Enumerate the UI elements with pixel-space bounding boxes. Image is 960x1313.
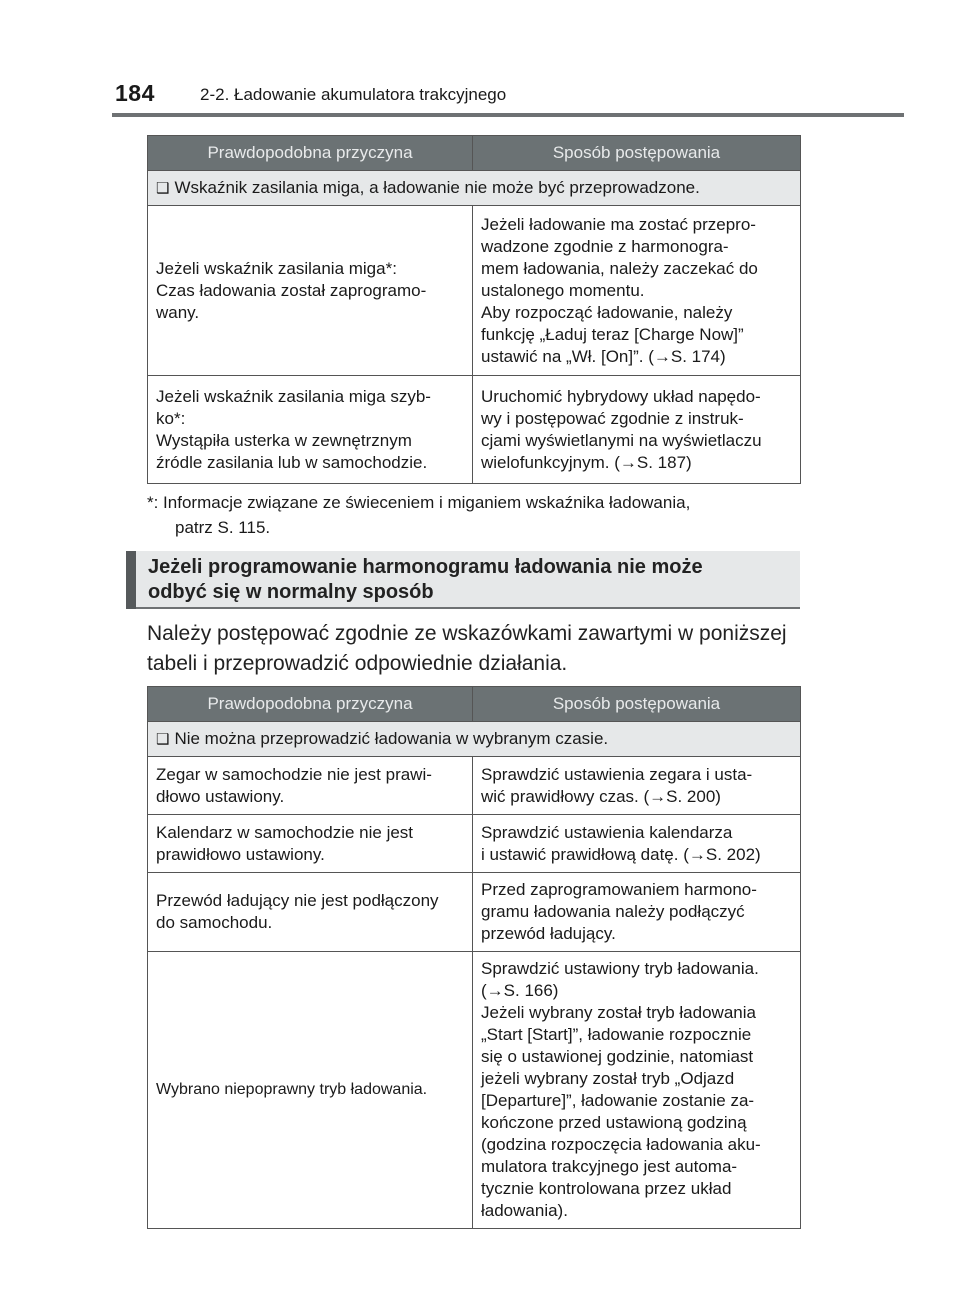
action-cell: Sprawdzić ustawiony tryb ładowania. (→S. 166) Jeżeli wybrany został tryb ładowania „Start [Start]”, ładowanie rozpocznie się o ustawionej godzinie, natomiast jeżeli wybrany został tryb „Odjazd [Departure]”, ładowanie zostanie za- kończone przed ustawioną godziną (godzina rozpoczęcia ładowania aku- mulatora trakcyjnego jest automa- tycznie kontrolowana przez układ ładowania). xyxy=(473,952,801,1229)
header-rule xyxy=(112,113,904,117)
section-title: 2-2. Ładowanie akumulatora trakcyjnego xyxy=(200,85,507,104)
checkbox-icon: ❑ xyxy=(156,179,170,197)
table-row xyxy=(148,757,801,815)
action-cell: Sprawdzić ustawienia kalendarza i ustawić prawidłową datę. (→S. 202) xyxy=(473,815,801,873)
section-heading xyxy=(126,551,800,609)
cause-cell: Jeżeli wskaźnik zasilania miga*: Czas ładowania został zaprogramo- wany. xyxy=(148,206,473,376)
footnote: *: Informacje związane ze świeceniem i miganiem wskaźnika ładowania, patrz S. 115. xyxy=(147,493,691,537)
checkbox-icon: ❑ xyxy=(156,730,170,748)
table-row xyxy=(148,376,801,484)
table-schedule-problems xyxy=(147,686,801,1229)
table-charging-indicator xyxy=(147,135,801,484)
cause-cell: Wybrano niepoprawny tryb ładowania. xyxy=(148,952,473,1229)
table-subheader: ❑ Wskaźnik zasilania miga, a ładowanie nie może być przeprowadzone. xyxy=(148,171,801,206)
table-row xyxy=(148,952,801,1229)
action-cell: Sprawdzić ustawienia zegara i usta- wić prawidłowy czas. (→S. 200) xyxy=(473,757,801,815)
page-number: 184 xyxy=(115,80,155,106)
intro-paragraph: Należy postępować zgodnie ze wskazówkami zawartymi w poniższej tabeli i przeprowadzić odpowiednie działania. xyxy=(147,622,787,675)
table-row xyxy=(148,206,801,376)
cause-cell: Zegar w samochodzie nie jest prawi- dłowo ustawiony. xyxy=(148,757,473,815)
cause-cell: Kalendarz w samochodzie nie jest prawidłowo ustawiony. xyxy=(148,815,473,873)
action-cell: Uruchomić hybrydowy układ napędo- wy i postępować zgodnie z instruk- cjami wyświetlanymi na wyświetlaczu wielofunkcyjnym. (→S. 187) xyxy=(473,376,801,484)
action-cell: Przed zaprogramowaniem harmono- gramu ładowania należy podłączyć przewód ładujący. xyxy=(473,873,801,952)
action-cell: Jeżeli ładowanie ma zostać przepro- wadzone zgodnie z harmonogra- mem ładowania, należy zaczekać do ustalonego momentu. Aby rozpocząć ładowanie, należy funkcję „Ładuj teraz [Charge Now]” ustawić na „Wł. [On]”. (→S. 174) xyxy=(473,206,801,376)
section-heading-bar xyxy=(126,551,136,609)
table-row xyxy=(148,873,801,952)
column-header-action: Sposób postępowania xyxy=(473,687,801,722)
section-heading-line: odbyć się w normalny sposób xyxy=(148,581,434,603)
table-row xyxy=(148,815,801,873)
column-header-cause: Prawdopodobna przyczyna xyxy=(148,136,473,171)
column-header-cause: Prawdopodobna przyczyna xyxy=(148,687,473,722)
column-header-action: Sposób postępowania xyxy=(473,136,801,171)
cause-cell: Jeżeli wskaźnik zasilania miga szyb- ko*: Wystąpiła usterka w zewnętrznym źródle zasilania lub w samochodzie. xyxy=(148,376,473,484)
section-heading-line: Jeżeli programowanie harmonogramu ładowania nie może xyxy=(148,556,703,578)
table-subheader: ❑ Nie można przeprowadzić ładowania w wybranym czasie. xyxy=(148,722,801,757)
cause-cell: Przewód ładujący nie jest podłączony do samochodu. xyxy=(148,873,473,952)
